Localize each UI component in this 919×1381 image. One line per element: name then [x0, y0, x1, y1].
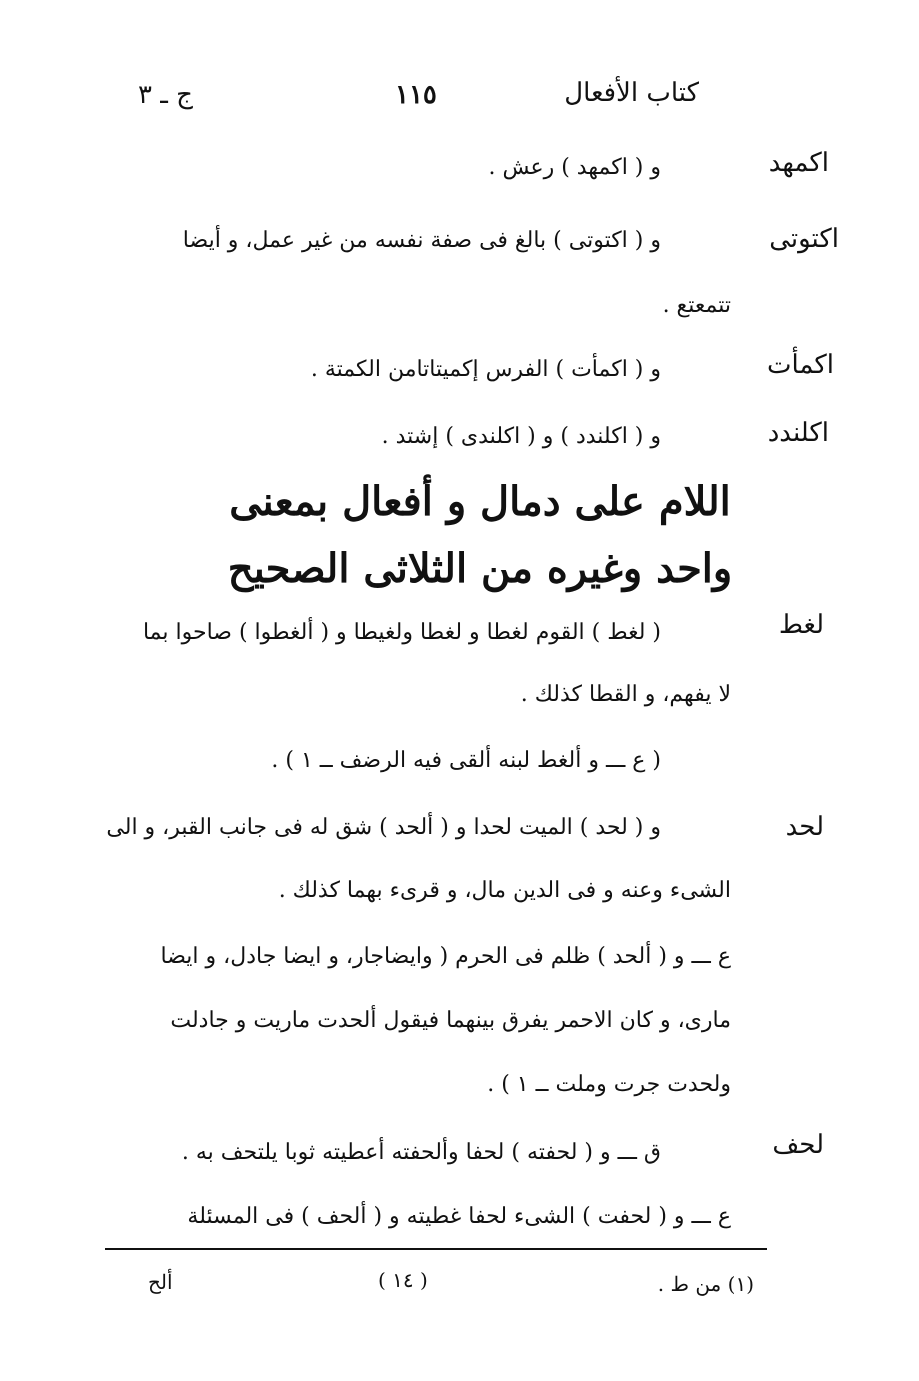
entry-note: ( ع ـــ و ألغط لبنه ألقى فيه الرضف ــ ١ ) . [271, 748, 661, 773]
entry-line: ولحدت جرت وملت ــ ١ ) . [487, 1072, 731, 1097]
headword: لحد [785, 812, 824, 842]
headword: اكلندد [767, 418, 829, 448]
footer-rule [105, 1248, 767, 1250]
headword: اكمأت [766, 350, 834, 380]
entry-line: و ( اكمهد ) رعش . [488, 155, 661, 180]
entry-line: الشىء وعنه و فى الدين مال، و قرىء بهما كذلك . [278, 878, 731, 903]
signature-number: ( ١٤ ) [378, 1268, 428, 1292]
volume-label: ج ـ ٣ [138, 80, 193, 110]
entry-line: تتمعتع . [662, 293, 731, 318]
entry-line: ق ـــ و ( لحفته ) لحفا وألحفته أعطيته ثوبا يلتحف به . [181, 1140, 661, 1165]
section-title-line: واحد وغيره من الثلاثى الصحيح [227, 545, 733, 592]
page-number: ١١٥ [395, 80, 437, 110]
entry-line: لا يفهم، و القطا كذلك . [520, 682, 731, 707]
entry-line: ع ـــ و ( ألحد ) ظلم فى الحرم ( وايضاجار، و ايضا جادل، و ايضا [160, 944, 731, 969]
footnote: (١) من ط . [657, 1272, 754, 1296]
headword: لحف [772, 1130, 824, 1160]
book-title: كتاب الأفعال [564, 78, 699, 108]
entry-line: و ( اكتوتى ) بالغ فى صفة نفسه من غير عمل، و أيضا [182, 228, 661, 253]
headword: اكمهد [768, 148, 829, 178]
catchword: ألح [148, 1270, 173, 1294]
entry-line: و ( لحد ) الميت لحدا و ( ألحد ) شق له فى جانب القبر، و الى [106, 815, 661, 840]
entry-line: مارى، و كان الاحمر يفرق بينهما فيقول ألحدت ماريت و جادلت [170, 1008, 731, 1033]
headword: اكتوتى [769, 224, 839, 254]
section-title-line: اللام على دمال و أفعال بمعنى [229, 478, 731, 525]
entry-line: ع ـــ و ( لحفت ) الشىء لحفا غطيته و ( ألحف ) فى المسئلة [187, 1204, 731, 1229]
headword: لغط [778, 610, 824, 640]
entry-line: ( لغط ) القوم لغطا و لغطا ولغيطا و ( ألغطوا ) صاحوا بما [142, 620, 661, 645]
entry-line: و ( اكلندد ) و ( اكلندى ) إشتد . [381, 424, 661, 449]
entry-line: و ( اكمأت ) الفرس إكميتاتامن الكمتة . [310, 357, 661, 382]
